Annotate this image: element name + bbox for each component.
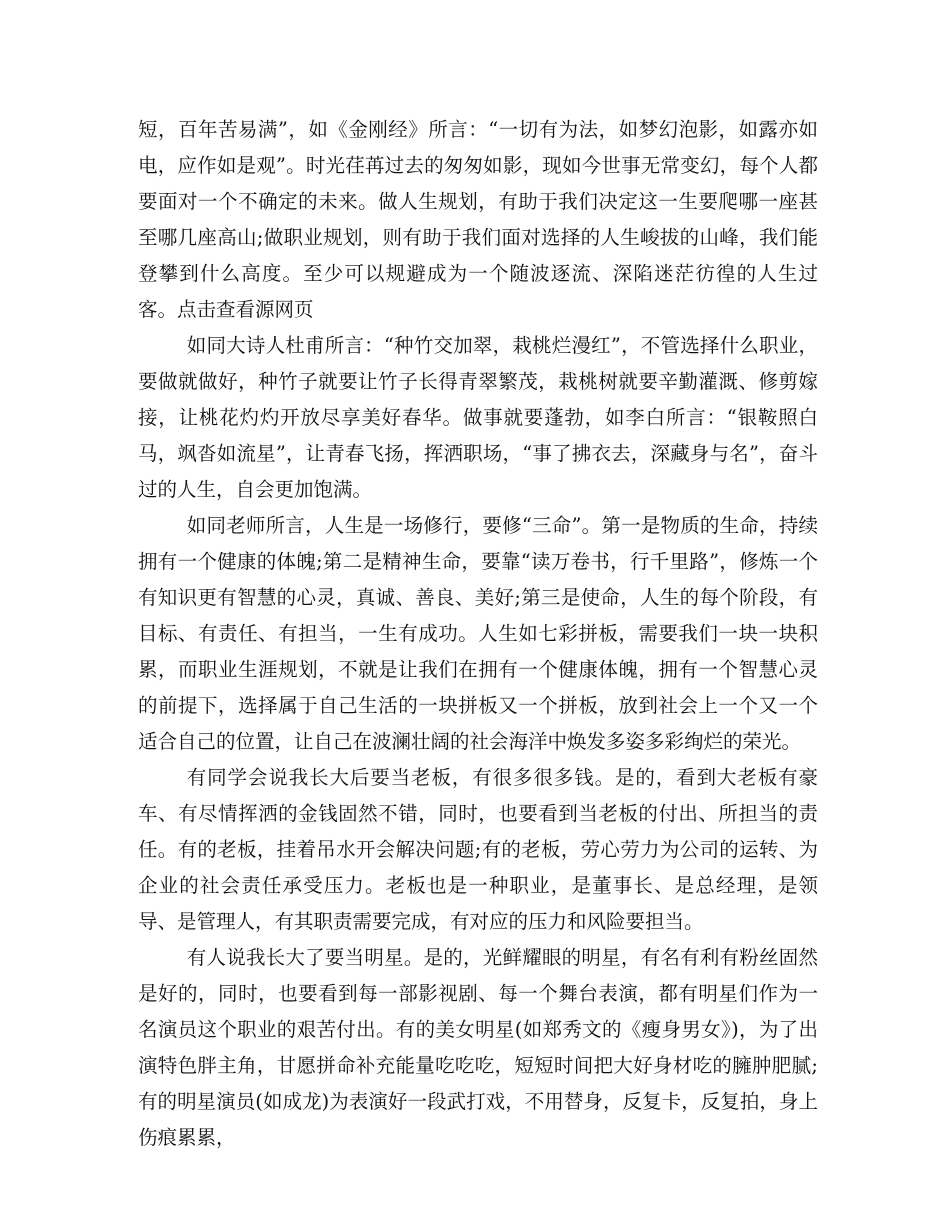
paragraph-2: 如同大诗人杜甫所言：“种竹交加翠，栽桃烂漫红”，不管选择什么职业，要做就做好，种竹子就要让竹子长得青翠繁茂，栽桃树就要辛勤灌溉、修剪嫁接，让桃花灼灼开放尽享美好春华。做事就要蓬勃，如李白所言：“银鞍照白马，飒沓如流星”，让青春飞扬，挥洒职场，“事了拂衣去，深藏身与名”，奋斗过的人生，自会更加饱满。 [138,334,818,501]
paragraph-3: 如同老师所言，人生是一场修行，要修“三命”。第一是物质的生命，持续拥有一个健康的体魄;第二是精神生命，要靠“读万卷书，行千里路”，修炼一个有知识更有智慧的心灵，真诚、善良、美好;第三是使命，人生的每个阶段，有目标、有责任、有担当，一生有成功。人生如七彩拼板，需要我们一块一块积累，而职业生涯规划，不就是让我们在拥有一个健康体魄，拥有一个智慧心灵的前提下，选择属于自己生活的一块拼板又一个拼板，放到社会上一个又一个适合自己的位置，让自己在波澜壮阔的社会海洋中焕发多姿多彩绚烂的荣光。 [138,514,818,753]
document-page [138,112,818,1156]
paragraph-4: 有同学会说我长大后要当老板，有很多很多钱。是的，看到大老板有豪车、有尽情挥洒的金钱固然不错，同时，也要看到当老板的付出、所担当的责任。有的老板，挂着吊水开会解决问题;有的老板，劳心劳力为公司的运转、为企业的社会责任承受压力。老板也是一种职业，是董事长、是总经理，是领导、是管理人，有其职责需要完成，有对应的压力和风险要担当。 [138,766,818,933]
paragraph-5: 有人说我长大了要当明星。是的，光鲜耀眼的明星，有名有利有粉丝固然是好的，同时，也要看到每一部影视剧、每一个舞台表演，都有明星们作为一名演员这个职业的艰苦付出。有的美女明星(如郑秀文的《瘦身男女》)，为了出演特色胖主角，甘愿拼命补充能量吃吃吃，短短时间把大好身材吃的臃肿肥腻;有的明星演员(如成龙)为表演好一段武打戏，不用替身，反复卡，反复拍，身上伤痕累累， [138,946,818,1149]
paragraph-1: 短，百年苦易满”，如《金刚经》所言：“一切有为法，如梦幻泡影，如露亦如电，应作如是观”。时光荏苒过去的匆匆如影，现如今世事无常变幻，每个人都要面对一个不确定的未来。做人生规划，有助于我们决定这一生要爬哪一座甚至哪几座高山;做职业规划，则有助于我们面对选择的人生峻拔的山峰，我们能登攀到什么高度。至少可以规避成为一个随波逐流、深陷迷茫彷徨的人生过客。点击查看源网页 [138,118,818,321]
